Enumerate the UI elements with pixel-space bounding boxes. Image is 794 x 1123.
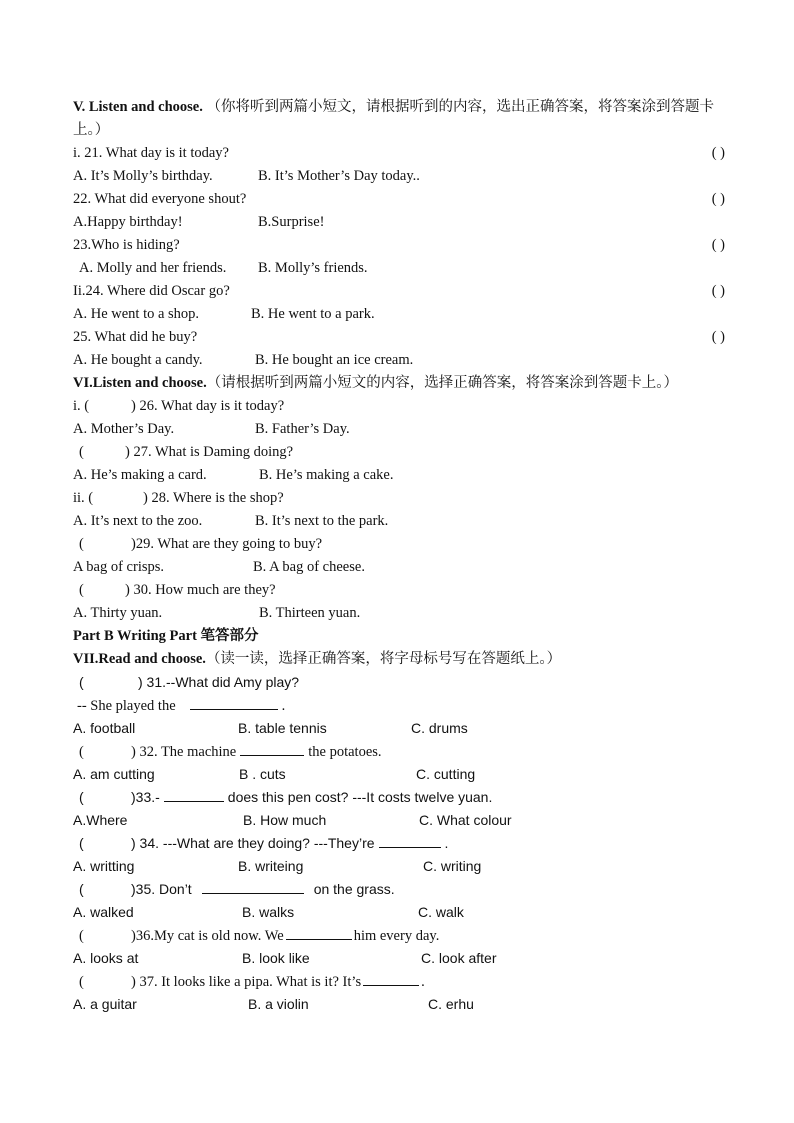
answer-paren[interactable]: ( ) — [711, 283, 725, 299]
question-text: ) 31.--What did Amy play? — [138, 674, 300, 690]
option-c: C. walk — [418, 904, 464, 920]
answer-paren[interactable]: ( ) — [711, 237, 725, 253]
answer-paren[interactable]: ( — [79, 744, 84, 760]
options-23 — [73, 257, 725, 280]
options-35 — [73, 901, 725, 924]
option-a: A. writting — [73, 858, 135, 874]
option-a: A.Happy birthday! — [73, 214, 183, 230]
option-b: B. He went to a park. — [251, 306, 375, 322]
answer-blank[interactable] — [190, 694, 278, 710]
question-34 — [73, 832, 725, 855]
option-b: B . cuts — [239, 766, 286, 782]
options-29 — [73, 556, 725, 579]
answer-blank[interactable] — [286, 924, 352, 940]
option-c: C. writing — [423, 858, 482, 874]
punctuation: . — [421, 974, 425, 990]
options-24 — [73, 303, 725, 326]
question-text: ) 37. It looks like a pipa. What is it? It’s — [131, 974, 362, 990]
question-text: )35. Don’t — [131, 881, 192, 897]
option-a: A. He’s making a card. — [73, 467, 207, 483]
option-a: A. It’s Molly’s birthday. — [73, 168, 213, 184]
option-b: B. table tennis — [238, 720, 327, 736]
question-text: Ii.24. Where did Oscar go? — [73, 283, 230, 299]
question-text: ) 27. What is Daming doing? — [125, 444, 294, 460]
options-26 — [73, 418, 725, 441]
question-27 — [73, 441, 725, 464]
question-text: 22. What did everyone shout? — [73, 191, 247, 207]
question-text: does this pen cost? ---It costs twelve yuan. — [227, 789, 493, 805]
option-c: C. What colour — [419, 812, 512, 828]
option-b: B. A bag of cheese. — [253, 559, 365, 575]
question-text: ) 32. The machine — [131, 744, 237, 760]
option-a: A. walked — [73, 904, 134, 920]
section-6-title: VI.Listen and choose. — [73, 375, 207, 391]
question-text: him every day. — [353, 928, 440, 944]
answer-paren[interactable]: ( — [79, 881, 84, 897]
options-33 — [73, 809, 725, 832]
section-7-title: VII.Read and choose. — [73, 651, 206, 667]
options-27 — [73, 464, 725, 487]
question-text: -- She played the — [77, 698, 176, 714]
options-22 — [73, 211, 725, 234]
answer-paren[interactable]: ( — [79, 789, 84, 805]
option-b: B. How much — [243, 812, 327, 828]
option-b: B. Thirteen yuan. — [259, 605, 361, 621]
section-5-instructions: （你将听到两篇小短文，请根据听到的内容，选出正确答案，将答案涂到答题卡上。） — [73, 99, 714, 138]
question-31 — [73, 671, 725, 694]
question-33 — [73, 786, 725, 809]
option-c: C. cutting — [416, 766, 476, 782]
question-text: )33.- — [131, 789, 160, 805]
section-6-instructions: （请根据听到两篇小短文的内容，选择正确答案，将答案涂到答题卡上。） — [206, 375, 678, 391]
answer-blank[interactable] — [164, 786, 224, 802]
question-37 — [73, 970, 725, 993]
option-a: A. am cutting — [73, 766, 155, 782]
options-21 — [73, 165, 725, 188]
option-b: B.Surprise! — [258, 214, 325, 230]
option-b: B. It’s next to the park. — [255, 513, 389, 529]
answer-paren[interactable]: ( ) — [711, 145, 725, 161]
answer-blank[interactable] — [202, 878, 304, 894]
question-text: )29. What are they going to buy? — [131, 536, 322, 552]
question-text: ) 30. How much are they? — [125, 582, 276, 598]
answer-paren[interactable]: ( ) — [711, 191, 725, 207]
question-text: ) 28. Where is the shop? — [143, 490, 284, 506]
section-5-title: V. Listen and choose. — [73, 99, 203, 115]
option-a: A. a guitar — [73, 996, 137, 1012]
answer-paren[interactable]: ( — [79, 674, 84, 690]
question-22 — [73, 188, 725, 211]
question-text: on the grass. — [313, 881, 395, 897]
worksheet-page — [73, 96, 725, 1016]
options-34 — [73, 855, 725, 878]
answer-paren[interactable]: ( — [79, 536, 84, 552]
option-c: C. erhu — [428, 996, 474, 1012]
option-a: A. Mother’s Day. — [73, 421, 175, 437]
question-text: i. 21. What day is it today? — [73, 145, 229, 161]
punctuation: . — [444, 835, 449, 851]
punctuation: . — [281, 698, 286, 714]
option-a: A. looks at — [73, 950, 139, 966]
section-6-heading — [73, 372, 725, 395]
option-b: B. He bought an ice cream. — [255, 352, 414, 368]
option-a: A. Thirty yuan. — [73, 605, 163, 621]
option-b: B. writeing — [238, 858, 304, 874]
question-32 — [73, 740, 725, 763]
option-b: B. look like — [242, 950, 310, 966]
answer-paren[interactable]: ( — [79, 444, 84, 460]
part-b-title: Part B Writing Part — [73, 628, 197, 644]
options-36 — [73, 947, 725, 970]
question-26 — [73, 395, 725, 418]
option-c: C. drums — [411, 720, 468, 736]
question-23 — [73, 234, 725, 257]
question-text: 23.Who is hiding? — [73, 237, 180, 253]
answer-paren[interactable]: ( — [79, 582, 84, 598]
answer-paren[interactable]: ( — [79, 928, 84, 944]
question-35 — [73, 878, 725, 901]
option-b: B. It’s Mother’s Day today.. — [258, 168, 420, 184]
question-28 — [73, 487, 725, 510]
option-b: B. a violin — [248, 996, 309, 1012]
option-a: A. He went to a shop. — [73, 306, 200, 322]
option-a: A. football — [73, 720, 136, 736]
question-text: ) 34. ---What are they doing? ---They’re — [131, 835, 375, 851]
options-31 — [73, 717, 725, 740]
question-31-line-2 — [73, 694, 725, 717]
options-32 — [73, 763, 725, 786]
question-text: ) 26. What day is it today? — [131, 398, 285, 414]
answer-blank[interactable] — [240, 740, 304, 756]
options-30 — [73, 602, 725, 625]
answer-paren[interactable]: ( — [79, 974, 84, 990]
question-21 — [73, 142, 725, 165]
answer-blank[interactable] — [379, 832, 441, 848]
question-text: the potatoes. — [308, 744, 382, 760]
answer-paren[interactable]: ( — [79, 835, 84, 851]
option-a: A. Molly and her friends. — [79, 260, 227, 276]
question-25 — [73, 326, 725, 349]
option-b: B. walks — [242, 904, 295, 920]
option-c: C. look after — [421, 950, 497, 966]
question-30 — [73, 579, 725, 602]
answer-blank[interactable] — [363, 970, 419, 986]
option-b: B. Molly’s friends. — [258, 260, 368, 276]
answer-paren[interactable]: ii. ( — [73, 490, 94, 506]
question-24 — [73, 280, 725, 303]
section-5-heading — [73, 96, 725, 142]
part-b-heading — [73, 625, 725, 648]
option-a: A. He bought a candy. — [73, 352, 203, 368]
option-a: A.Where — [73, 812, 128, 828]
question-29 — [73, 533, 725, 556]
option-a: A. It’s next to the zoo. — [73, 513, 203, 529]
option-b: B. Father’s Day. — [255, 421, 350, 437]
section-7-heading — [73, 648, 725, 671]
answer-paren[interactable]: ( ) — [711, 329, 725, 345]
option-b: B. He’s making a cake. — [259, 467, 394, 483]
question-text: )36.My cat is old now. We — [131, 928, 284, 944]
part-b-subtitle: 笔答部分 — [200, 628, 259, 644]
options-28 — [73, 510, 725, 533]
option-a: A bag of crisps. — [73, 559, 165, 575]
question-36 — [73, 924, 725, 947]
question-text: 25. What did he buy? — [73, 329, 198, 345]
answer-paren[interactable]: i. ( — [73, 398, 90, 414]
options-25 — [73, 349, 725, 372]
section-7-instructions: （读一读，选择正确答案，将字母标号写在答题纸上。） — [205, 651, 562, 667]
options-37 — [73, 993, 725, 1016]
